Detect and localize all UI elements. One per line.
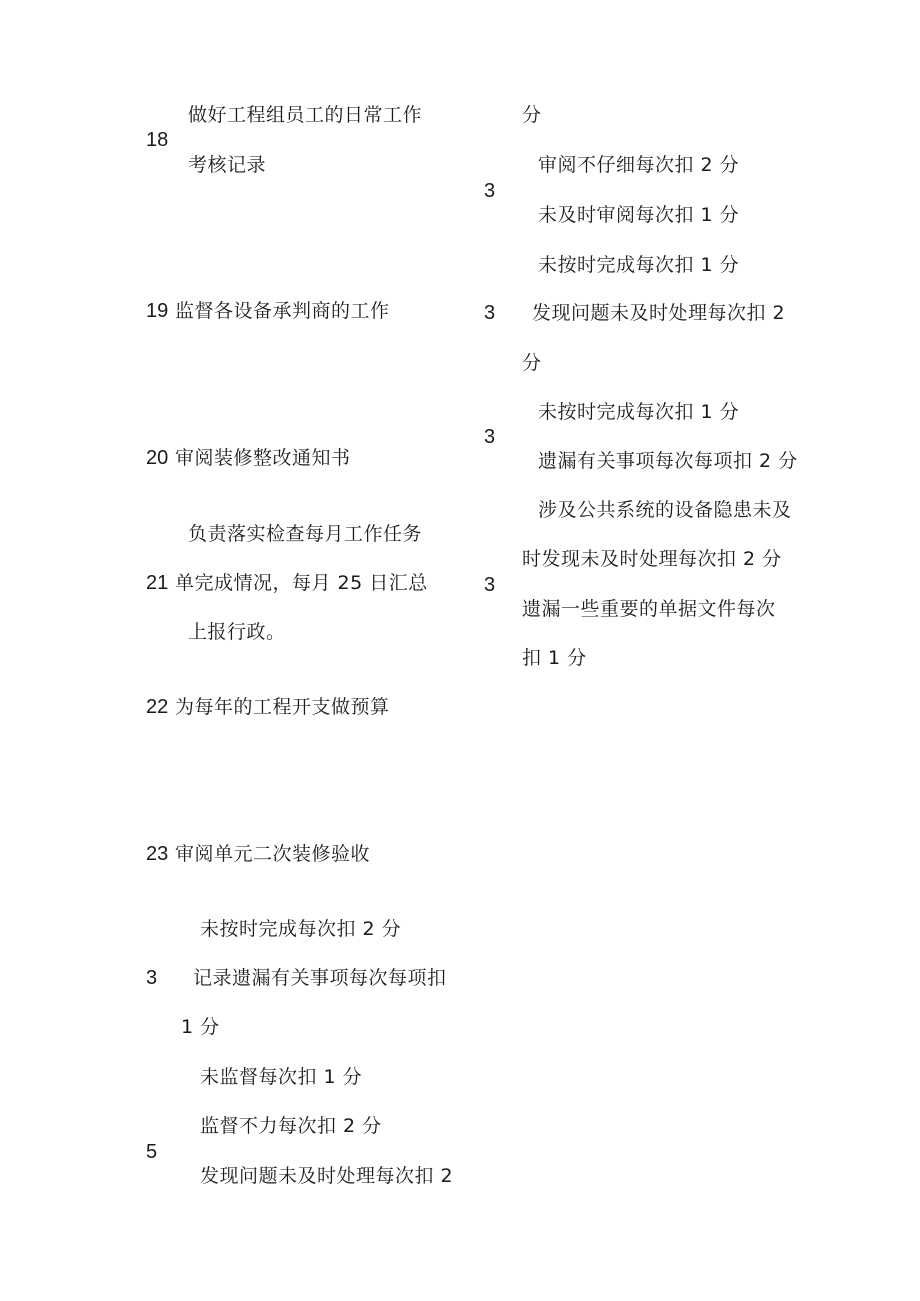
item-number-18: 18 bbox=[146, 129, 169, 151]
right-block3-score: 3 bbox=[484, 426, 496, 448]
item-19-text: 监督各设备承判商的工作 bbox=[175, 300, 390, 322]
item-18-text-line1: 做好工程组员工的日常工作 bbox=[188, 104, 423, 126]
item-number-22: 22 bbox=[146, 696, 169, 718]
right-block2-line3: 分 bbox=[522, 352, 542, 374]
right-block4-line2: 时发现未及时处理每次扣 2 分 bbox=[522, 548, 782, 570]
block-a-line2: 记录遗漏有关事项每次每项扣 bbox=[193, 967, 447, 989]
block-a-line1: 未按时完成每次扣 2 分 bbox=[200, 918, 402, 940]
right-block1-line1: 审阅不仔细每次扣 2 分 bbox=[538, 154, 740, 176]
right-block2-line2: 发现问题未及时处理每次扣 2 bbox=[532, 302, 786, 324]
right-block1-score: 3 bbox=[484, 180, 496, 202]
item-number-23: 23 bbox=[146, 843, 169, 865]
item-20-text: 审阅装修整改通知书 bbox=[175, 447, 351, 469]
right-block3-line1: 未按时完成每次扣 1 分 bbox=[538, 401, 740, 423]
block-a-score: 3 bbox=[146, 967, 158, 989]
right-block4-line1: 涉及公共系统的设备隐患未及 bbox=[538, 499, 792, 521]
item-number-19: 19 bbox=[146, 300, 169, 322]
item-18-text-line2: 考核记录 bbox=[188, 154, 267, 176]
right-block4-line4: 扣 1 分 bbox=[522, 647, 587, 669]
right-block2-line1: 未按时完成每次扣 1 分 bbox=[538, 254, 740, 276]
item-22-text: 为每年的工程开支做预算 bbox=[175, 696, 390, 718]
item-21-text-line2: 单完成情况，每月 25 日汇总 bbox=[175, 572, 428, 594]
block-b-line3: 发现问题未及时处理每次扣 2 bbox=[200, 1165, 454, 1187]
block-b-line2: 监督不力每次扣 2 分 bbox=[200, 1115, 382, 1137]
block-a-line3: 1 分 bbox=[181, 1016, 220, 1038]
right-block4-line3: 遗漏一些重要的单据文件每次 bbox=[522, 598, 776, 620]
item-21-text-line3: 上报行政。 bbox=[188, 621, 286, 643]
item-21-text-line1: 负责落实检查每月工作任务 bbox=[188, 523, 423, 545]
item-number-21: 21 bbox=[146, 572, 169, 594]
right-block4-score: 3 bbox=[484, 574, 496, 596]
right-block1-line2: 未及时审阅每次扣 1 分 bbox=[538, 204, 740, 226]
item-23-text: 审阅单元二次装修验收 bbox=[175, 843, 371, 865]
right-block3-line2: 遗漏有关事项每次每项扣 2 分 bbox=[538, 450, 798, 472]
right-block2-score: 3 bbox=[484, 302, 496, 324]
right-top-fragment: 分 bbox=[522, 104, 542, 126]
item-number-20: 20 bbox=[146, 447, 169, 469]
block-b-score: 5 bbox=[146, 1141, 158, 1163]
block-b-line1: 未监督每次扣 1 分 bbox=[200, 1066, 363, 1088]
